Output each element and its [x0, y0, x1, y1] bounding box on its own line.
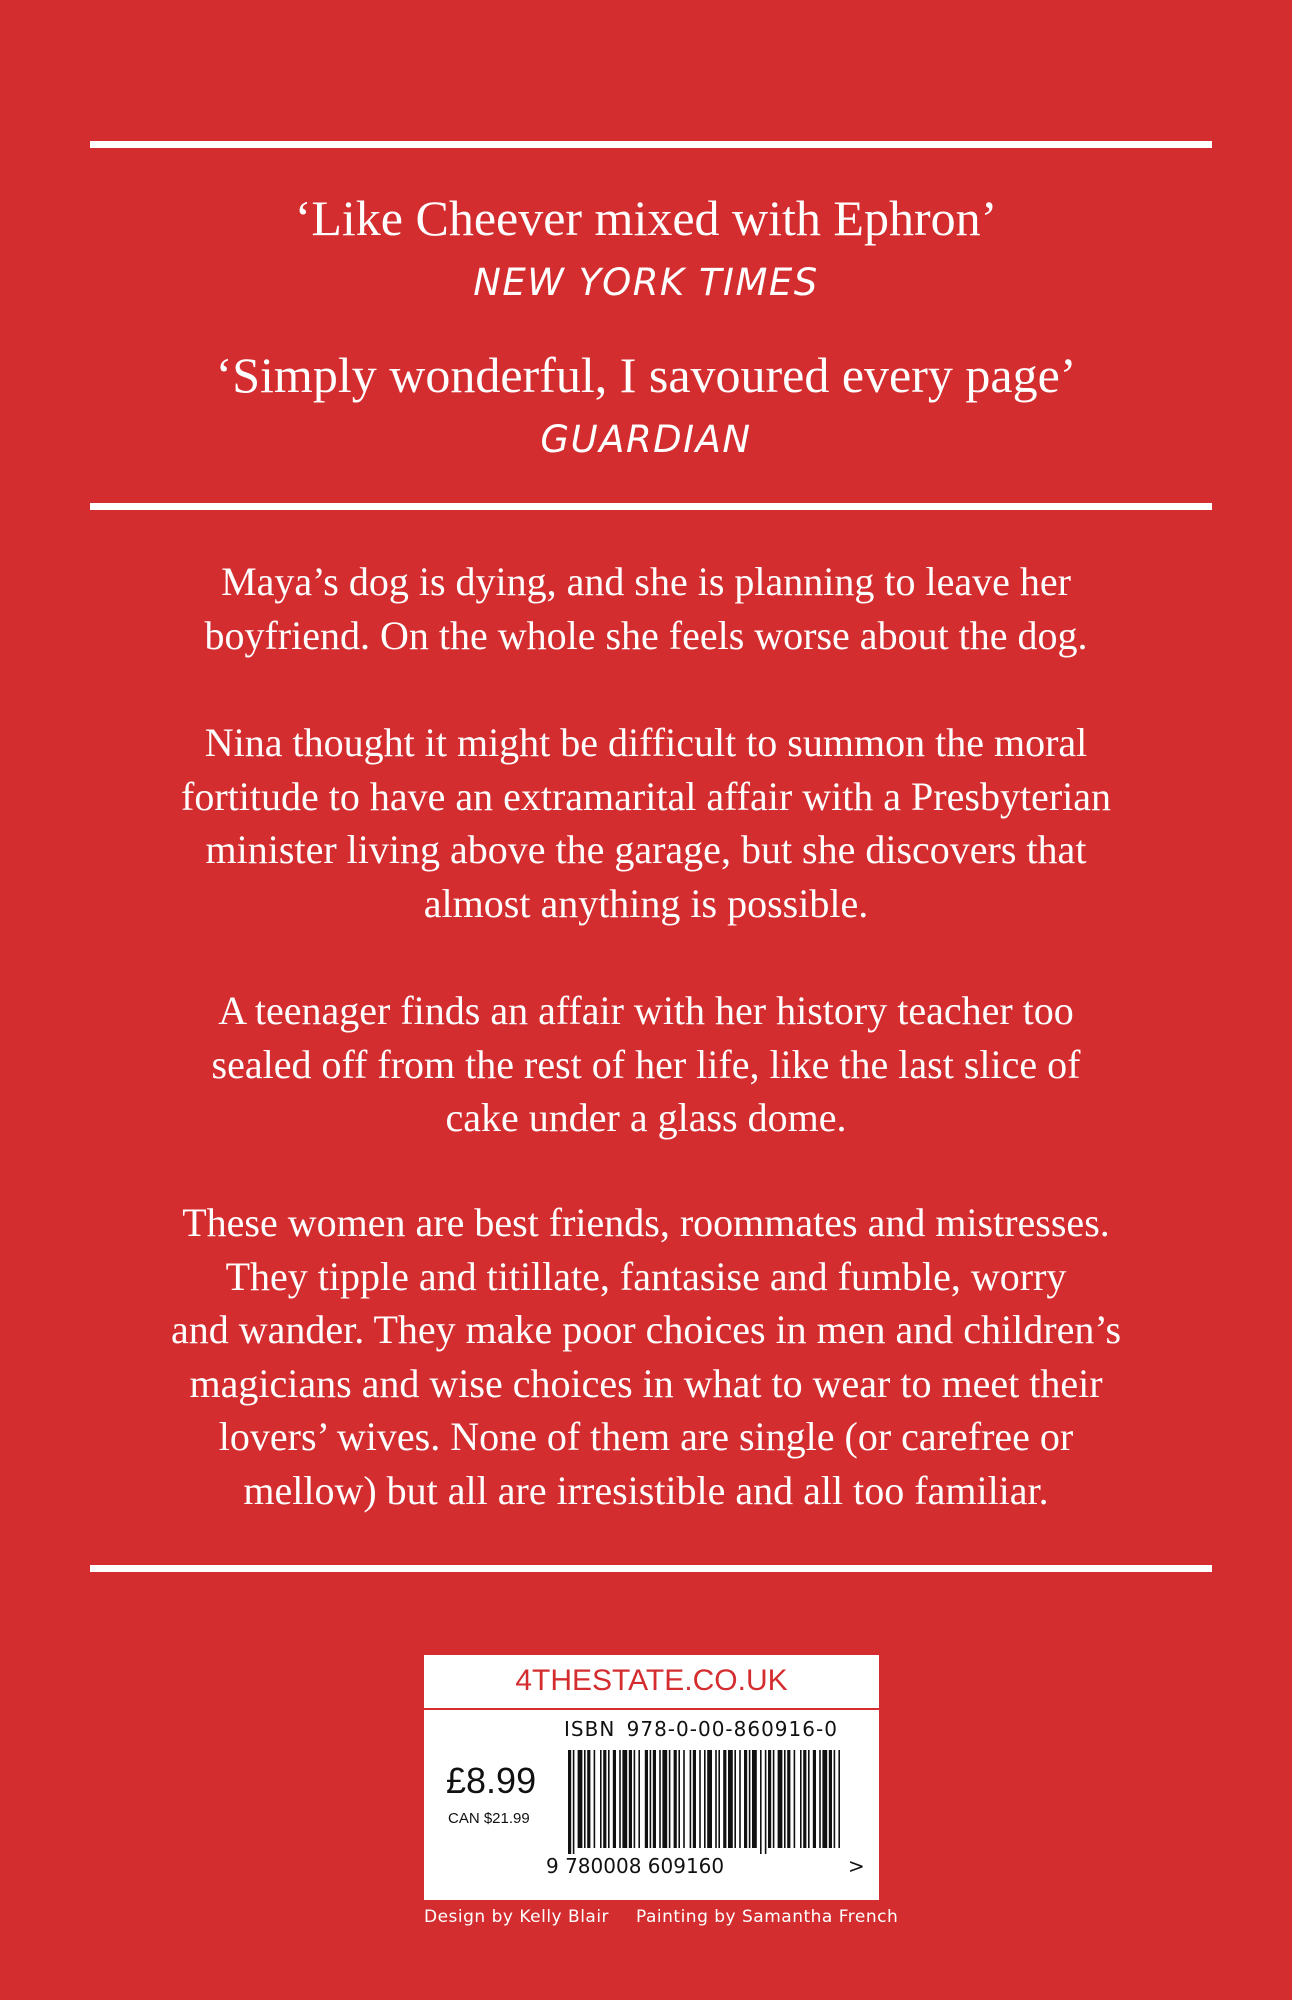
barcode-bar	[752, 1750, 757, 1848]
barcode-bar	[760, 1750, 762, 1854]
painting-credit: Painting by Samantha French	[636, 1907, 899, 1927]
blurb-line: These women are best friends, roommates and mistresses.	[182, 1200, 1110, 1245]
barcode-bar	[608, 1750, 610, 1848]
quote-2-text: ‘Simply wonderful, I savoured every page’	[215, 347, 1077, 403]
barcode-bar	[765, 1750, 767, 1854]
barcode-bar	[718, 1750, 720, 1848]
blurb-line: almost anything is possible.	[423, 880, 869, 926]
barcode-bar	[587, 1750, 590, 1848]
quote-2-source: GUARDIAN	[540, 418, 752, 461]
barcode-bar	[715, 1750, 717, 1848]
blurb-line: and wander. They make poor choices in men and children’s	[170, 1307, 1122, 1352]
barcode-bar	[834, 1750, 836, 1848]
design-credit: Design by Kelly Blair	[424, 1907, 610, 1927]
blurb-line: mellow) but all are irresistible and all too familiar.	[243, 1467, 1049, 1513]
blurb-paragraph-1	[100, 555, 1192, 662]
price-can: CAN $21.99	[448, 1810, 530, 1827]
barcode-bar	[619, 1750, 621, 1848]
quote-1-source: NEW YORK TIMES	[473, 261, 819, 304]
blurb-paragraph-4	[100, 1196, 1192, 1517]
barcode-bar	[683, 1750, 685, 1848]
barcode-bar	[622, 1750, 627, 1848]
blurb-line: cake under a glass dome.	[445, 1095, 847, 1140]
barcode-bar	[744, 1750, 747, 1848]
blurb-line: boyfriend. On the whole she feels worse about the dog.	[204, 612, 1088, 658]
barcode-bar	[728, 1750, 733, 1848]
blurb-line: A teenager finds an affair with her history teacher too	[218, 988, 1074, 1033]
blurb-line: magicians and wise choices in what to wear to meet their	[189, 1360, 1103, 1406]
bottom-rule	[90, 1565, 1212, 1572]
blurb-line: fortitude to have an extramarital affair with a Presbyterian	[181, 773, 1111, 819]
barcode-bar	[573, 1750, 575, 1854]
barcode-arrow: >	[848, 1854, 865, 1878]
blurb-line: Nina thought it might be difficult to summon the moral	[204, 720, 1088, 765]
barcode-bar	[674, 1750, 677, 1848]
barcode-bar	[838, 1750, 840, 1848]
barcode-bar	[634, 1750, 636, 1848]
barcode-bar	[829, 1750, 832, 1848]
blurb-line: lovers’ wives. None of them are single (or carefree or	[218, 1414, 1074, 1459]
barcode-bar	[768, 1750, 771, 1848]
barcode-bar	[600, 1750, 602, 1848]
barcode-divider	[424, 1708, 879, 1710]
middle-rule	[90, 503, 1212, 510]
barcode-digits: 9 780008 609160	[546, 1854, 725, 1878]
blurb-paragraph-3	[100, 984, 1192, 1145]
barcode-bar	[568, 1750, 571, 1854]
blurb-line: minister living above the garage, but she discovers that	[205, 827, 1087, 872]
barcode-bar	[787, 1750, 790, 1848]
barcode-bar	[773, 1750, 775, 1848]
barcode-bar	[629, 1750, 632, 1848]
barcode-bar	[690, 1750, 692, 1848]
barcode-bar	[603, 1750, 606, 1848]
quote-1-text: ‘Like Cheever mixed with Ephron’	[294, 190, 998, 246]
isbn-label: ISBN 978-0-00-860916-0	[564, 1717, 838, 1741]
barcode-bar	[819, 1750, 821, 1848]
blurb-paragraph-2	[100, 716, 1192, 930]
barcode-bar	[749, 1750, 751, 1848]
barcode-bar	[813, 1750, 816, 1848]
barcode-bar	[822, 1750, 827, 1848]
barcode-bar	[707, 1750, 712, 1848]
barcode-bar	[653, 1750, 656, 1848]
barcode-bar	[778, 1750, 783, 1848]
barcode-box	[424, 1655, 879, 1900]
barcode-bar	[645, 1750, 648, 1848]
barcode-bar	[638, 1750, 640, 1848]
barcode-bar	[594, 1750, 596, 1848]
barcode-bar	[784, 1750, 786, 1848]
barcode-bar	[669, 1750, 671, 1848]
top-rule	[90, 141, 1212, 148]
barcode-bar	[578, 1750, 583, 1848]
barcode-bar	[808, 1750, 810, 1848]
barcode-bar	[662, 1750, 667, 1848]
barcode-bar	[794, 1750, 796, 1848]
barcode-bar	[650, 1750, 652, 1848]
barcode-bar	[723, 1750, 726, 1848]
barcode-bar	[803, 1750, 806, 1848]
barcode-icon	[564, 1750, 844, 1854]
blurb-line: Maya’s dog is dying, and she is planning to leave her	[221, 559, 1071, 604]
barcode-bar	[584, 1750, 586, 1848]
barcode-bar	[704, 1750, 706, 1848]
blurb-line: They tipple and titillate, fantasise and fumble, worry	[225, 1253, 1067, 1299]
barcode-bar	[734, 1750, 736, 1848]
barcode-bar	[613, 1750, 616, 1848]
publisher-website: 4THESTATE.CO.UK	[515, 1664, 788, 1697]
barcode-bar	[739, 1750, 741, 1848]
barcode-bar	[693, 1750, 696, 1848]
barcode-bar	[800, 1750, 802, 1848]
barcode-bar	[678, 1750, 680, 1848]
price-gbp: £8.99	[446, 1760, 537, 1801]
barcode-bar	[699, 1750, 701, 1848]
blurb-line: sealed off from the rest of her life, like the last slice of	[211, 1041, 1081, 1087]
barcode-bar	[659, 1750, 661, 1848]
